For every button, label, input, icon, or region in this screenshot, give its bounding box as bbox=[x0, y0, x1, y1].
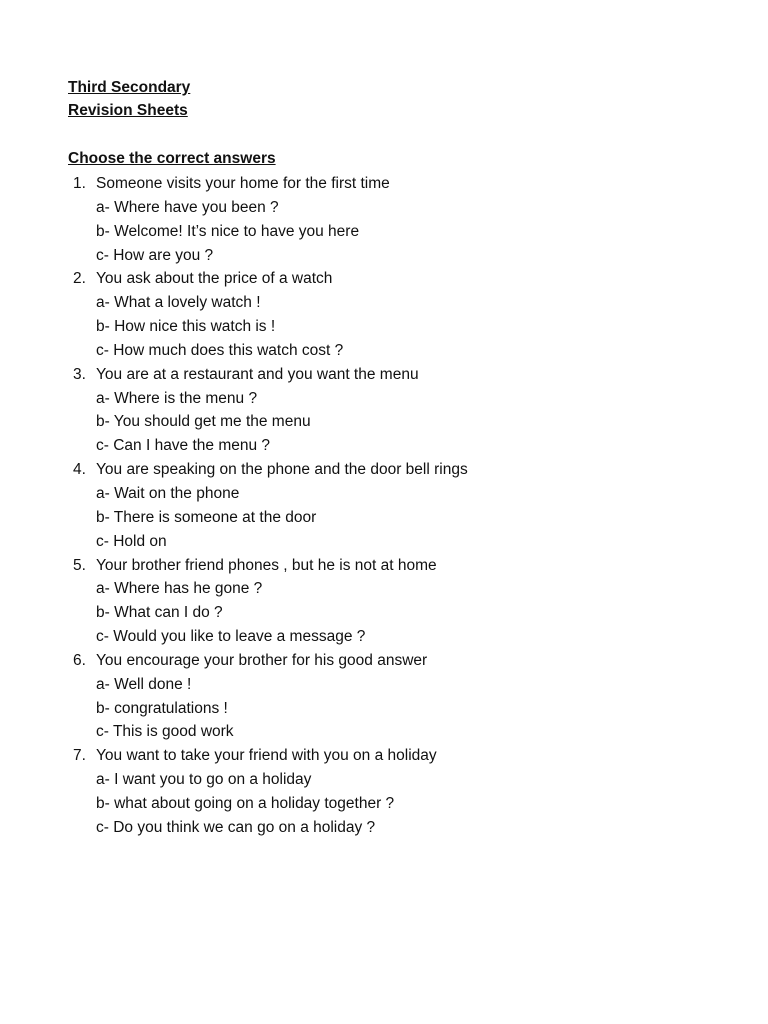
answer-option-b: b- How nice this watch is ! bbox=[96, 318, 276, 336]
answer-option-c: c- How much does this watch cost ? bbox=[96, 341, 344, 359]
question-line bbox=[0, 267, 768, 291]
question-line bbox=[0, 172, 768, 196]
answer-option-b: b- What can I do ? bbox=[96, 604, 223, 622]
question-text: You ask about the price of a watch bbox=[96, 270, 333, 288]
answer-option-a: a- Wait on the phone bbox=[96, 484, 240, 502]
question-text: You are speaking on the phone and the door bell rings bbox=[96, 461, 468, 479]
document-title: Third Secondary bbox=[68, 79, 191, 96]
section-instruction: Choose the correct answers bbox=[68, 150, 276, 167]
question-line bbox=[0, 744, 768, 768]
answer-option-a: a- What a lovely watch ! bbox=[96, 294, 261, 312]
question-list bbox=[0, 172, 768, 840]
answer-option-a: a- Well done ! bbox=[96, 675, 192, 693]
question-number: 6. bbox=[73, 651, 86, 669]
document-subtitle: Revision Sheets bbox=[68, 102, 188, 119]
question-text: You are at a restaurant and you want the menu bbox=[96, 365, 419, 383]
question-number: 5. bbox=[73, 556, 86, 574]
answer-option-b: b- There is someone at the door bbox=[96, 508, 317, 526]
answer-option-c: c- This is good work bbox=[96, 723, 234, 741]
question-text: Your brother friend phones , but he is not at home bbox=[96, 556, 437, 574]
question-line bbox=[0, 458, 768, 482]
answer-option-c: c- Do you think we can go on a holiday ? bbox=[96, 818, 376, 836]
question-text: You encourage your brother for his good answer bbox=[96, 651, 428, 669]
question-item bbox=[0, 458, 768, 553]
question-number: 2. bbox=[73, 270, 86, 288]
question-line bbox=[0, 649, 768, 673]
question-number: 1. bbox=[73, 175, 86, 192]
answer-option-c: c- Would you like to leave a message ? bbox=[96, 628, 366, 646]
question-item bbox=[0, 363, 768, 458]
question-item bbox=[0, 744, 768, 839]
answer-option-b: b- what about going on a holiday together ? bbox=[96, 794, 395, 812]
question-text: You want to take your friend with you on a holiday bbox=[96, 747, 437, 765]
question-text: Someone visits your home for the first time bbox=[96, 175, 390, 192]
answer-option-b: b- You should get me the menu bbox=[96, 413, 311, 431]
question-number: 7. bbox=[73, 747, 86, 765]
answer-option-a: a- Where is the menu ? bbox=[96, 389, 258, 407]
answer-option-c: c- How are you ? bbox=[96, 246, 214, 264]
question-line bbox=[0, 363, 768, 387]
answer-option-a: a- Where has he gone ? bbox=[96, 580, 263, 598]
question-item bbox=[0, 172, 768, 267]
question-number: 3. bbox=[73, 365, 86, 383]
question-item bbox=[0, 554, 768, 649]
answer-option-a: a- Where have you been ? bbox=[96, 198, 279, 216]
question-number: 4. bbox=[73, 461, 86, 479]
question-item bbox=[0, 267, 768, 362]
question-line bbox=[0, 554, 768, 578]
answer-option-a: a- I want you to go on a holiday bbox=[96, 771, 312, 789]
answer-option-b: b- congratulations ! bbox=[96, 699, 228, 717]
question-item bbox=[0, 649, 768, 744]
answer-option-c: c- Can I have the menu ? bbox=[96, 437, 271, 455]
answer-option-b: b- Welcome! It’s nice to have you here bbox=[96, 222, 360, 240]
answer-option-c: c- Hold on bbox=[96, 532, 167, 550]
